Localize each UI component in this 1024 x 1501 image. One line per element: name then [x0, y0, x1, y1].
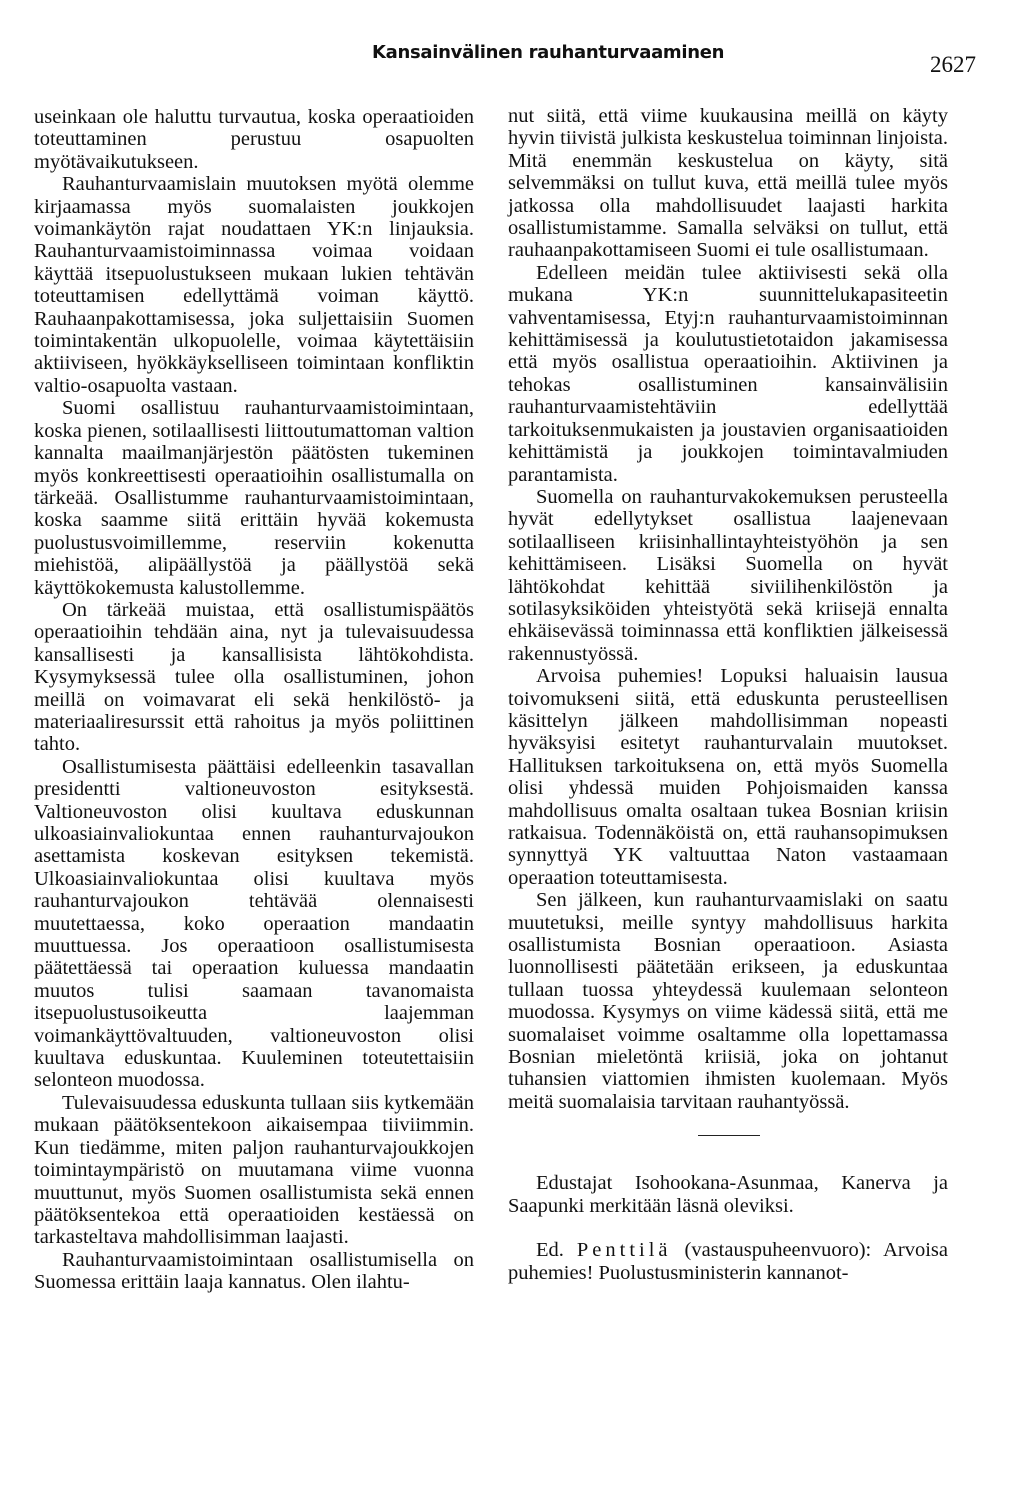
paragraph: Suomella on rauhanturvakokemuksen perusteella hyvät edellytykset osallistua laajenevaan sotilaalliseen kriisinhallintayhteistyöhön ja sen kehittämiseen. Lisäksi Suomella on hyvät lähtökohdat kehittää siviilihenkilöstön ja sotilasyksiköiden yhteistyötä sekä kriisejä ennalta ehkäisevässä toiminnassa että konfliktien jälkeisessä rakennustyössä.: [508, 485, 948, 665]
paragraph: Suomi osallistuu rauhanturvaamistoimintaan, koska pienen, sotilaallisesti liittoutumattoman valtion kannalta maailmanjärjestön päätösten tukeminen myös konkreettisesti operaatioihin osallistumalla on tärkeää. Osallistumme rauhanturvaamistoimintaan, koska saamme siitä erittäin hyvää kokemusta puolustusvoimillemme, reserviin kokenutta miehistöä, alipäällystöä ja päällystöä sekä käyttökokemusta kalustollemme.: [34, 397, 474, 599]
paragraph: Rauhanturvaamistoimintaan osallistumisella on Suomessa erittäin laaja kannatus. Olen ilahtu-: [34, 1248, 474, 1294]
page-number: 2627: [930, 52, 976, 77]
paragraph: Edelleen meidän tulee aktiivisesti sekä olla mukana YK:n suunnittelukapasiteetin vahventamisessa, Etyj:n rauhanturvaamistoiminnan kehittämisessä ja koulutustietotaidon jakamisessa että myös osallistua operaatioihin. Aktiivinen ja tehokas osallistuminen kansainvälisiin rauhanturvaamistehtäviin edellyttää tarkoituksenmukaisten ja joustavien organisaatioiden kehittämistä ja joukkojen toimintavalmiuden parantamista.: [508, 261, 948, 486]
running-head: Kansainvälinen rauhanturvaaminen: [372, 42, 725, 63]
paragraph: Osallistumisesta päättäisi edelleenkin tasavallan presidentti valtioneuvoston esityksestä. Valtioneuvoston olisi kuultava eduskunnan ulkoasiainvaliokuntaa ennen rauhanturvajoukon asettamista koskevan esityksen tekemistä. Ulkoasiainvaliokuntaa olisi kuultava myös rauhanturvajoukon tehtävää olennaisesti muutettaessa, koko operaation mandaatin muuttuessa. Jos operaatioon osallistumisesta päätettäessä tai operaation kuluessa mandaatin muutos tulisi saamaan tavanomaista itsepuolustusoikeutta laajemman voimankäyttövaltuuden, valtioneuvoston olisi kuultava eduskuntaa. Kuuleminen toteutettaisiin selonteon muodossa.: [34, 755, 474, 1092]
paragraph: useinkaan ole haluttu turvautua, koska operaatioiden toteuttaminen perustuu osapuolten myötävaikutukseen.: [34, 106, 474, 173]
paragraph: Rauhanturvaamislain muutoksen myötä olemme kirjaamassa myös suomalaisten joukkojen voimankäytön rajat noudattaen YK:n linjauksia. Rauhanturvaamistoiminnassa voimaa voidaan käyttää itsepuolustukseen mukaan lukien tehtävän toteuttamisen edellyttämä voiman käyttö. Rauhaanpakottamisessa, joka suljettaisiin Suomen toimintakentän ulkopuolelle, voimaa käytettäisiin aktiiviseen, hyökkäykselliseen toimintaan konfliktin valtio-osapuolta vastaan.: [34, 173, 474, 397]
speaker-prefix: Ed.: [536, 1239, 564, 1262]
paragraph: On tärkeää muistaa, että osallistumispäätös operaatioihin tehdään aina, nyt ja tulevaisuudessa kansallisesti ja kansallisista lähtökohdista. Kysymyksessä tulee olla osallistuminen, johon meillä on voimavarat eli sekä henkilöstö- ja materiaaliresurssit että rahoitus ja myös poliittinen tahto.: [34, 598, 474, 756]
speaker-paragraph: [508, 1239, 948, 1284]
attendance-note: Edustajat Isohookana-Asunmaa, Kanerva ja Saapunki merkitään läsnä oleviksi.: [508, 1172, 948, 1217]
section-divider: [698, 1135, 760, 1136]
left-column: [34, 106, 474, 1294]
paragraph: nut siitä, että viime kuukausina meillä on käyty hyvin tiivistä julkista keskustelua toiminnan linjoista. Mitä enemmän keskustelua on käyty, sitä selvemmäksi on tullut kuva, että meillä tulee myös jatkossa olla mahdollisuudet laajasti harkita osallistumistamme. Samalla selväksi on tullut, että rauhaanpakottamiseen Suomi ei tule osallistumaan.: [508, 105, 948, 262]
spacer: [508, 1217, 948, 1239]
paragraph: Sen jälkeen, kun rauhanturvaamislaki on saatu muutetuksi, meille syntyy mahdollisuus harkita osallistumista Bosnian operaatioon. Asiasta luonnollisesti päätetään erikseen, ja eduskuntaa tullaan tuossa yhteydessä kuulemaan selonteon muodossa. Kysymys on viime kädessä siitä, että me suomalaiset voimme osaltamme olla lopettamassa Bosnian mieletöntä kriisiä, joka on johtanut tuhansien viattomien ihmisten kuolemaan. Myös meitä suomalaisia tarvitaan rauhantyössä.: [508, 889, 948, 1113]
speaker-name: Penttilä: [576, 1239, 672, 1262]
right-column: [508, 105, 948, 1284]
paragraph: Arvoisa puhemies! Lopuksi haluaisin lausua toivomukseni siitä, että eduskunta perusteellisen käsittelyn jälkeen mahdollisimman nopeasti hyväksyisi esitetyt rauhanturvalain muutokset. Hallituksen tarkoituksena on, että myös Suomella olisi yhdessä muiden Pohjoismaiden kanssa mahdollisuus omalta osaltaan tukea Bosnian kriisin ratkaisua. Todennäköistä on, että rauhansopimuksen synnyttyä YK valtuuttaa Naton vastaamaan operaation toteuttamisesta.: [508, 665, 948, 889]
speaker-text: (vastauspuheenvuoro): Arvoisa puhemies! Puolustusministerin kannanot-: [508, 1239, 948, 1284]
paragraph: Tulevaisuudessa eduskunta tullaan siis kytkemään mukaan päätöksentekoon aikaisempaa tiiviimmin. Kun tiedämme, miten paljon rauhanturvajoukkojen toimintaympäristö on muutamana viime vuonna muuttunut, myös Suomen osallistumista sekä ennen päätöksentekoa että operaatioiden kestäessä on tarkasteltava mahdollisimman laajasti.: [34, 1091, 474, 1249]
